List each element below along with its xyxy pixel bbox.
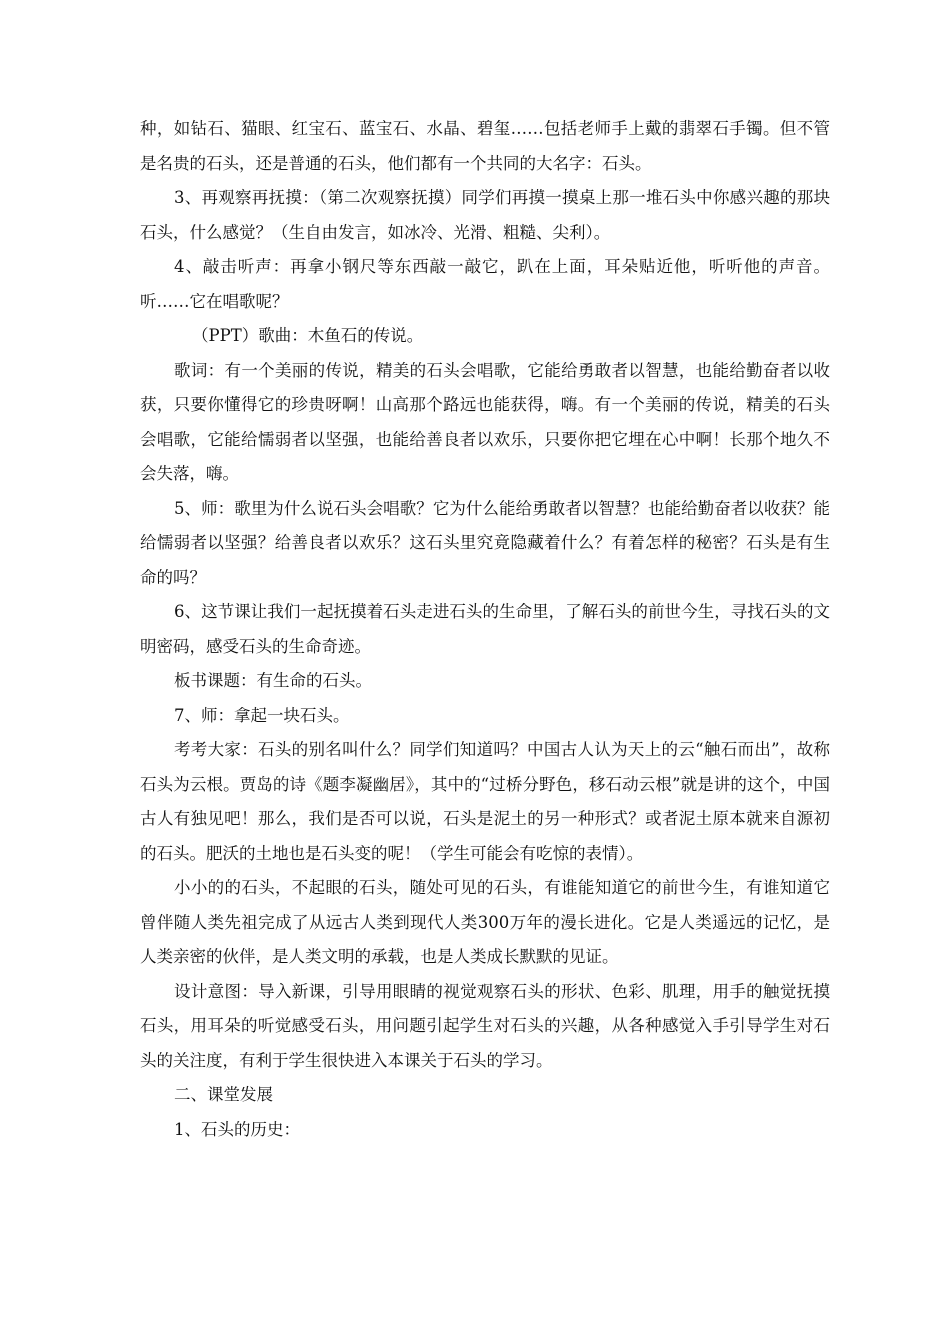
paragraph-pick-stone: 7、师：拿起一块石头。 bbox=[174, 705, 350, 725]
paragraph-small-stone: 小小的的石头，不起眼的石头，随处可见的石头，有谁能知道它的前世今生，有谁知道它曾伴随人类先祖完成了从远古人类到现代人类300万年的漫长进化。它是人类遥远的记忆，是人类亲密的伙伴，是人类文明的承载，也是人类成长默默的见证。 bbox=[140, 878, 830, 966]
paragraph-quiz: 考考大家：石头的别名叫什么？同学们知道吗？中国古人认为天上的云“触石而出”，故称石头为云根。贾岛的诗《题李凝幽居》，其中的“过桥分野色，移石动云根”就是讲的这个，中国古人有独见吧！那么，我们是否可以说，石头是泥土的另一种形式？或者泥土原本就来自源初的石头。肥沃的土地也是石头变的呢！（学生可能会有吃惊的表情）。 bbox=[140, 740, 830, 863]
section-heading: 二、课堂发展 bbox=[174, 1085, 273, 1104]
paragraph-observe-touch: 3、再观察再抚摸：（第二次观察抚摸）同学们再摸一摸桌上那一堆石头中你感兴趣的那块石头，什么感觉？（生自由发言，如冰冷、光滑、粗糙、尖利）。 bbox=[140, 188, 830, 242]
subsection-heading: 1、石头的历史： bbox=[174, 1119, 300, 1139]
paragraph-lesson-intro: 6、这节课让我们一起抚摸着石头走进石头的生命里，了解石头的前世今生，寻找石头的文明密码，感受石头的生命奇迹。 bbox=[140, 602, 830, 656]
paragraph-gemstones: 种，如钻石、猫眼、红宝石、蓝宝石、水晶、碧玺……包括老师手上戴的翡翠石手镯。但不管是名贵的石头，还是普通的石头，他们都有一个共同的大名字：石头。 bbox=[140, 119, 830, 173]
paragraph-knock-listen: 4、敲击听声：再拿小钢尺等东西敲一敲它，趴在上面，耳朵贴近他，听听他的声音。听……它在唱歌呢？ bbox=[140, 257, 830, 311]
paragraph-design-intent: 设计意图：导入新课，引导用眼睛的视觉观察石头的形状、色彩、肌理，用手的触觉抚摸石头，用耳朵的听觉感受石头，用问题引起学生对石头的兴趣，从各种感觉入手引导学生对石头的关注度，有利于学生很快进入本课关于石头的学习。 bbox=[140, 981, 830, 1070]
paragraph-teacher-questions: 5、师：歌里为什么说石头会唱歌？它为什么能给勇敢者以智慧？也能给勤奋者以收获？能给懦弱者以坚强？给善良者以欢乐？这石头里究竟隐藏着什么？有着怎样的秘密？石头是有生命的吗？ bbox=[140, 498, 830, 587]
paragraph-lyrics: 歌词：有一个美丽的传说，精美的石头会唱歌，它能给勇敢者以智慧，也能给勤奋者以收获，只要你懂得它的珍贵呀啊！山高那个路远也能获得，嗨。有一个美丽的传说，精美的石头会唱歌，它能给懦弱者以坚强，也能给善良者以欢乐，只要你把它埋在心中啊！长那个地久不会失落，嗨。 bbox=[140, 360, 830, 483]
paragraph-board-title: 板书课题：有生命的石头。 bbox=[174, 671, 372, 690]
document-body bbox=[140, 112, 830, 1147]
paragraph-ppt-song: （PPT）歌曲：木鱼石的传说。 bbox=[192, 326, 424, 345]
